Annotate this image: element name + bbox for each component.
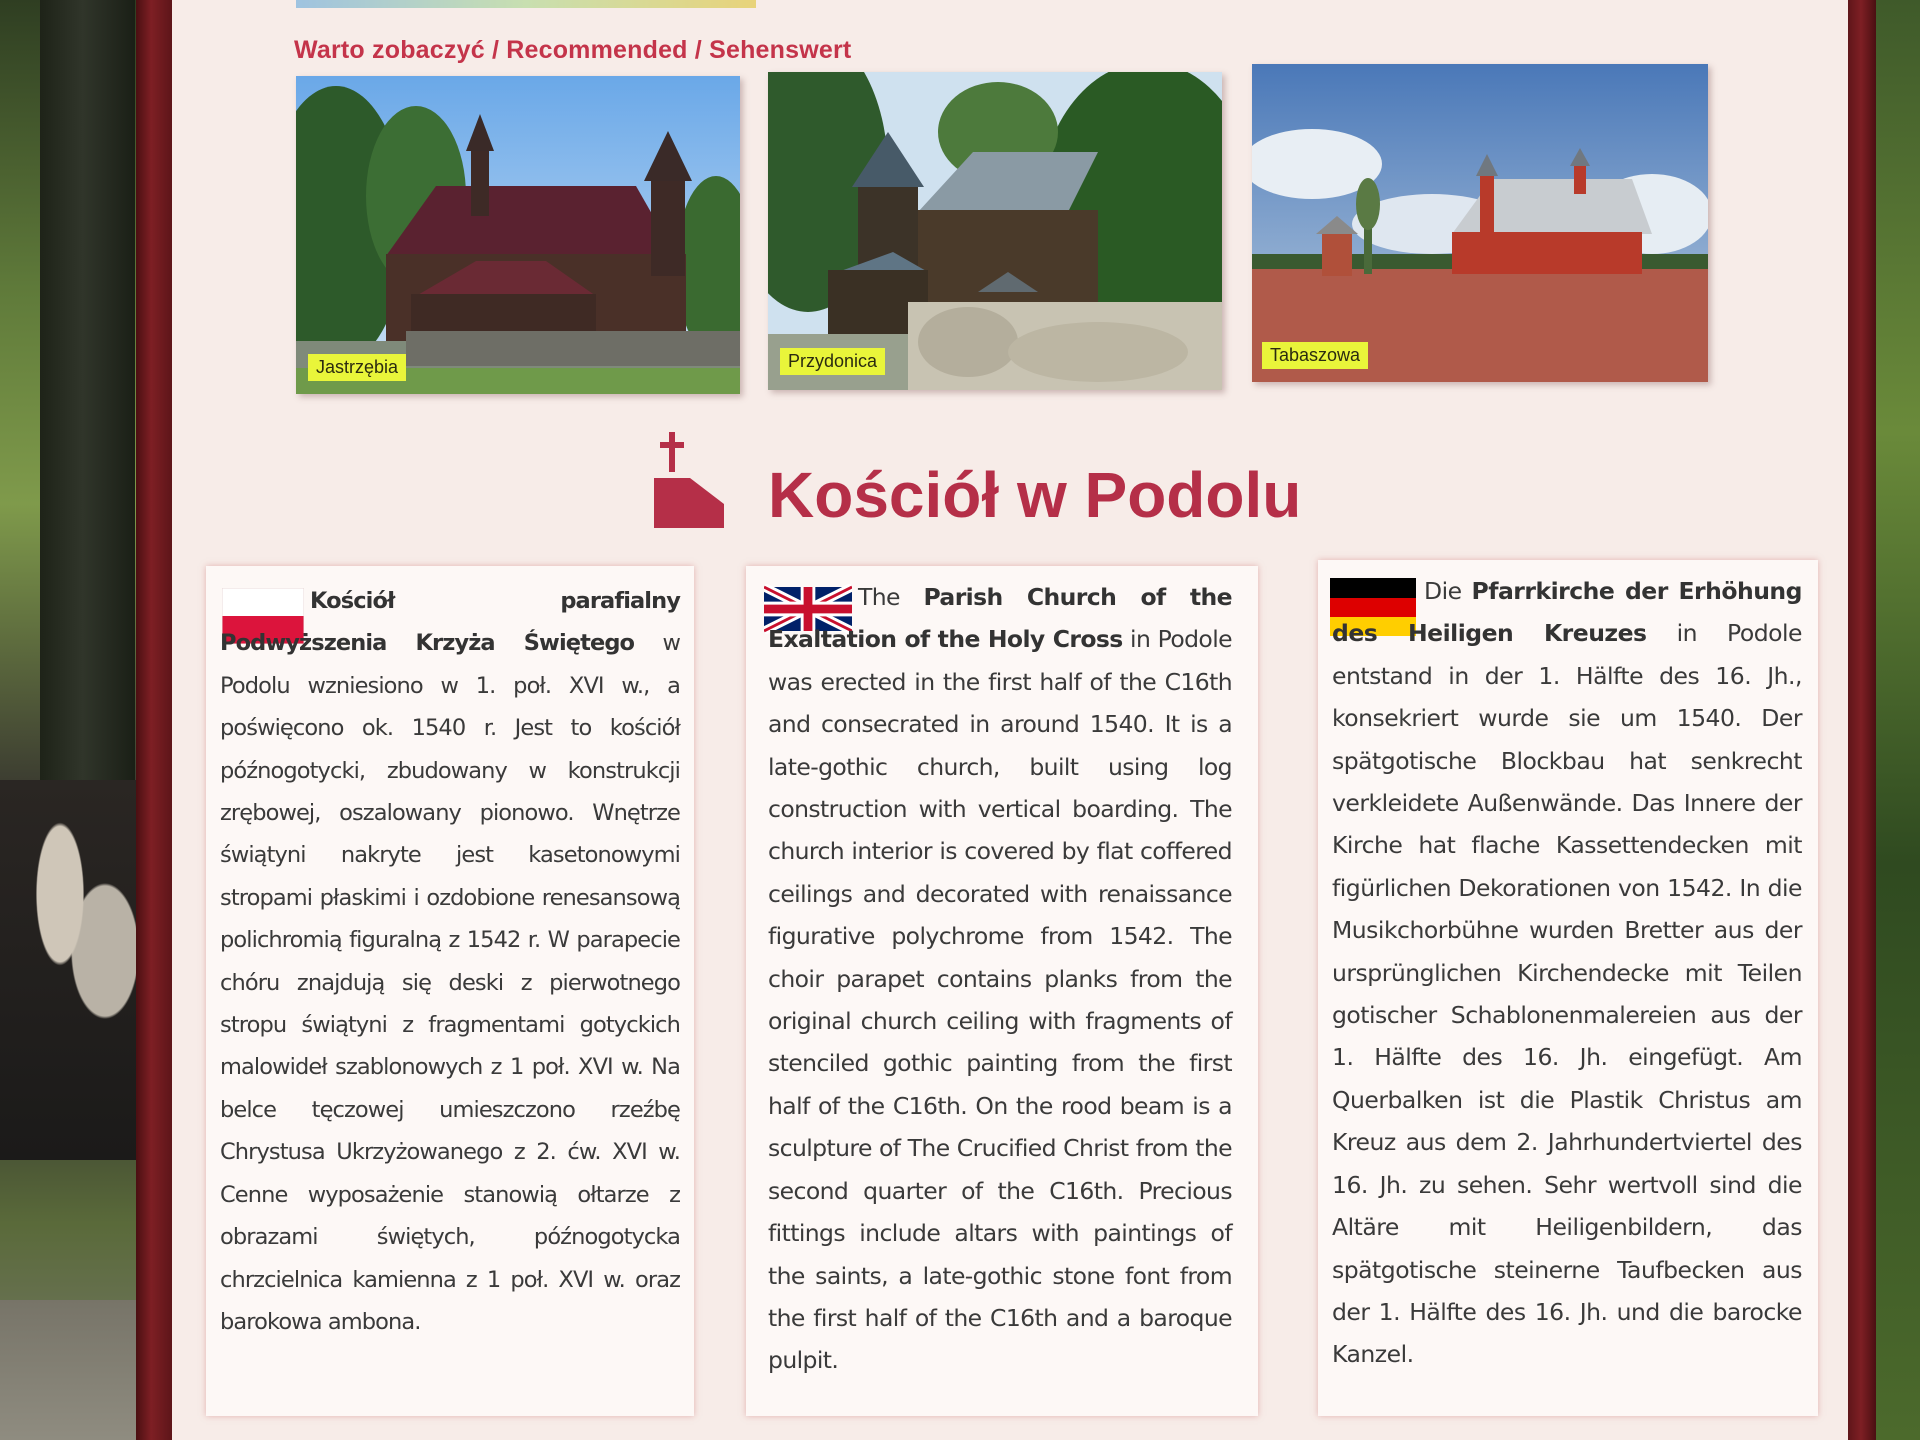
tree-trunk — [40, 0, 135, 820]
english-description — [768, 576, 1232, 1382]
german-body: in Podole entstand in der 1. Hälfte des 16. Jh., konsekriert wurde sie um 1540. Der spätgotische Blockbau hat senkrecht verkleidete Außenwände. Das Innere der Kirche hat flache Kassettendecken mit figürlichen Dekorationen von 1542. In die Musikchorbühne wurden Bretter aus der ursprünglichen Kirchendecke mit Teilen gotischer Schablonenmalereien aus der 1. Hälfte des 16. Jh. eingefügt. Am Querbalken ist die Plastik Christus am Kreuz aus dem 2. Jahrhundertviertel des 16. Jh. zu sehen. Sehr wertvoll sind die Altäre mit Heiligenbildern, das spätgotische steinerne Taufbecken aus der 1. Hälfte des 16. Jh. und die barocke Kanzel. — [1332, 619, 1802, 1369]
board-post-right — [1846, 0, 1876, 1440]
background-people — [0, 780, 150, 1160]
english-pre: The — [858, 583, 924, 611]
photo-jastrzebia — [296, 76, 740, 394]
polish-lead: Kościół parafialny Podwyższenia Krzyża Świętego — [220, 588, 680, 657]
church-icon — [652, 432, 726, 530]
german-lead: Pfarrkirche der Erhöhung des Heiligen Kreuzes — [1332, 577, 1802, 648]
text-column-english — [746, 566, 1258, 1416]
background-hedge — [1875, 0, 1920, 1440]
german-pre: Die — [1424, 577, 1472, 605]
page-title: Kościół w Podolu — [768, 459, 1302, 531]
photo-jastrzebia-image — [296, 76, 740, 394]
polish-description — [220, 580, 680, 1343]
photo-tabaszowa — [1252, 64, 1708, 382]
photo-przydonica-image — [768, 72, 1222, 390]
english-lead: Parish Church of the Exaltation of the Holy Cross — [768, 583, 1232, 654]
german-description — [1332, 570, 1802, 1376]
polish-body: w Podolu wzniesiono w 1. poł. XVI w., a poświęcono ok. 1540 r. Jest to kościół późnogotycki, zbudowany w konstrukcji zrębowej, oszalowany pionowo. Wnętrze świątyni nakryte jest kasetonowymi stropami płaskimi i ozdobione renesansową polichromią figuralną z 1542 r. W parapecie chóru znajdują się deski z pierwotnego stropu świątyni z fragmentami gotyckich malowideł szablonowych z 1 poł. XVI w. Na belce tęczowej umieszczono rzeźbę Chrystusa Ukrzyżowanego z 2. ćw. XVI w. Cenne wyposażenie stanowią ołtarze z obrazami świętych, późnogotycka chrzcielnica kamienna z 1 poł. XVI w. oraz barokowa ambona. — [220, 630, 680, 1335]
photo-label-tabaszowa: Tabaszowa — [1262, 342, 1368, 369]
photo-label-jastrzebia: Jastrzębia — [308, 354, 406, 381]
photo-label-przydonica: Przydonica — [780, 348, 885, 375]
text-column-polish — [206, 566, 694, 1416]
map-strip — [296, 0, 756, 8]
photo-przydonica — [768, 72, 1222, 390]
text-column-german — [1318, 560, 1818, 1416]
board-post-left — [136, 0, 174, 1440]
photo-tabaszowa-image — [1252, 64, 1708, 382]
english-body: in Podole was erected in the first half of the C16th and consecrated in around 1540. It is a late-gothic church, built using log construction with vertical boarding. The church interior is covered by flat coffered ceilings and decorated with renaissance figurative polychrome from 1542. The choir parapet contains planks from the original church ceiling with fragments of stenciled gothic painting from the first half of the C16th. On the rood beam is a sculpture of The Crucified Christ from the second quarter of the C16th. Precious fittings include altars with paintings of the saints, a late-gothic stone font from the first half of the C16th and a baroque pulpit. — [768, 625, 1233, 1375]
section-label: Warto zobaczyć / Recommended / Sehenswert — [294, 36, 852, 64]
